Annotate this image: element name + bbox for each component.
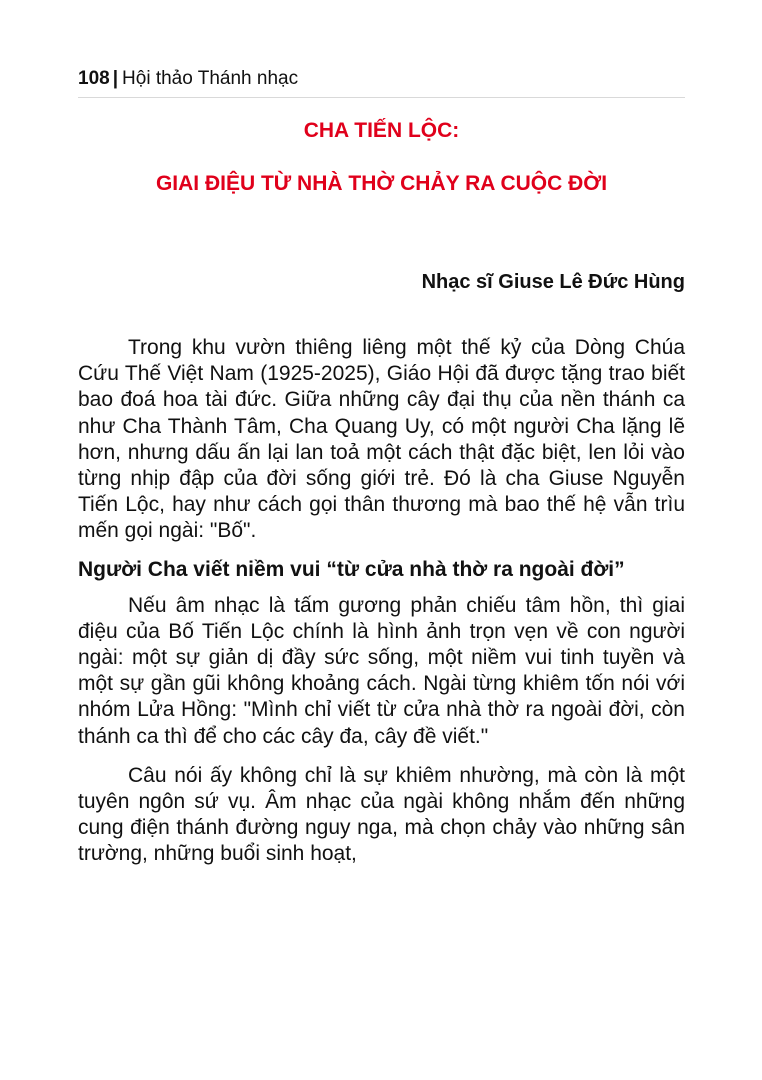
document-page — [78, 66, 685, 868]
running-header — [78, 66, 685, 98]
page-number: 108 — [78, 68, 110, 89]
book-title: Hội thảo Thánh nhạc — [122, 68, 299, 89]
section-heading: Người Cha viết niềm vui “từ cửa nhà thờ ra ngoài đời” — [78, 557, 625, 581]
section-paragraph-1: Nếu âm nhạc là tấm gương phản chiếu tâm hồn, thì giai điệu của Bố Tiến Lộc chính là hình ảnh trọn vẹn về con người ngài: một sự giản dị đầy sức sống, một niềm vui tinh tuyền và một sự gần gũi không khoảng cách. Ngài từng khiêm tốn nói với nhóm Lửa Hồng: "Mình chỉ viết từ cửa nhà thờ ra ngoài đời, còn thánh ca thì để cho các cây đa, cây đề viết." — [78, 593, 685, 748]
header-separator: | — [112, 68, 119, 89]
article-title-line-1: CHA TIẾN LỘC: — [303, 119, 460, 142]
author-byline: Nhạc sĩ Giuse Lê Đức Hùng — [421, 271, 685, 293]
article-title-line-2: GIAI ĐIỆU TỪ NHÀ THỜ CHẢY RA CUỘC ĐỜI — [155, 172, 608, 195]
section-paragraph-2: Câu nói ấy không chỉ là sự khiêm nhường, mà còn là một tuyên ngôn sứ vụ. Âm nhạc của ngài không nhắm đến những cung điện thánh đường nguy nga, mà chọn chảy vào những sân trường, những buổi sinh hoạt, — [78, 763, 685, 866]
intro-paragraph: Trong khu vườn thiêng liêng một thế kỷ của Dòng Chúa Cứu Thế Việt Nam (1925-2025), Giáo Hội đã được tặng trao biết bao đoá hoa tài đức. Giữa những cây đại thụ của nền thánh ca như Cha Thành Tâm, Cha Quang Uy, có một người Cha lặng lẽ hơn, nhưng dấu ấn lại lan toả một cách thật đặc biệt, len lỏi vào từng nhịp đập của đời sống giới trẻ. Đó là cha Giuse Nguyễn Tiến Lộc, hay như cách gọi thân thương mà bao thế hệ vẫn trìu mến gọi ngài: "Bố". — [78, 336, 685, 543]
